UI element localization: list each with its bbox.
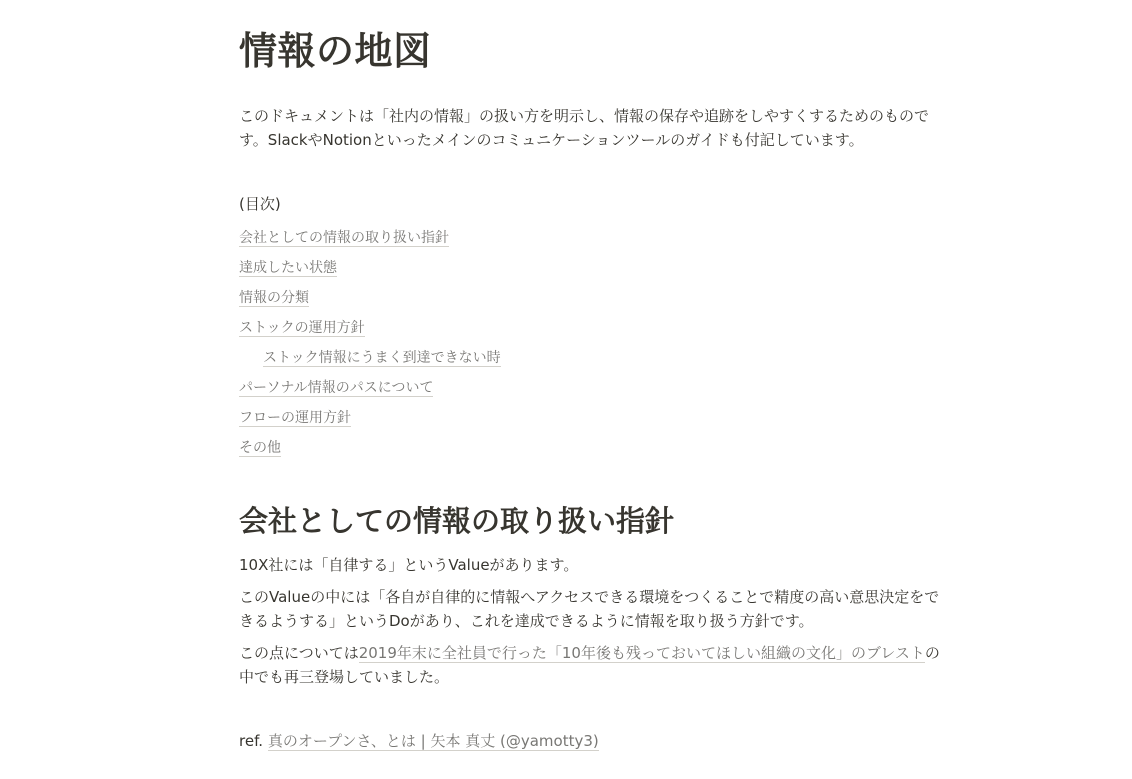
ref-prefix: ref. (239, 732, 264, 750)
toc-item (239, 376, 501, 406)
toc-link-flow-policy[interactable]: フローの運用方針 (239, 410, 351, 426)
toc-item (239, 406, 501, 436)
toc-link-stock-unreachable[interactable]: ストック情報にうまく到達できない時 (263, 350, 501, 366)
toc-item (239, 256, 501, 286)
reference-link[interactable]: 真のオープンさ、とは | 矢本 真丈 (@yamotty3) (267, 732, 599, 750)
toc-item (239, 286, 501, 316)
body-paragraph (239, 641, 947, 689)
brainstorm-link[interactable]: 2019年末に全社員で行った「10年後も残っておいてほしい組織の文化」のブレスト (358, 644, 925, 662)
paragraph-text: この点については (239, 644, 359, 662)
toc-link-personal-path[interactable]: パーソナル情報のパスについて (239, 380, 434, 396)
toc-heading: (目次) (239, 195, 281, 213)
toc-item (239, 316, 501, 346)
toc-item (239, 346, 501, 376)
toc-link-classification[interactable]: 情報の分類 (239, 290, 309, 306)
reference-line (239, 729, 947, 753)
toc-link-guideline[interactable]: 会社としての情報の取り扱い指針 (239, 230, 449, 246)
paragraph-text: の中でも再三登場していました。 (239, 644, 940, 686)
body-paragraph: このValueの中には「各自が自律的に情報へアクセスできる環境をつくることで精度の高い意思決定をできるようする」というDoがあり、これを達成できるように情報を取り扱う方針です。 (239, 588, 940, 630)
toc-link-goal-state[interactable]: 達成したい状態 (239, 260, 337, 276)
toc-item (239, 436, 501, 466)
intro-paragraph: このドキュメントは「社内の情報」の扱い方を明示し、情報の保存や追跡をしやすくするためのものです。SlackやNotionといったメインのコミュニケーションツールのガイドも付記しています。 (239, 107, 930, 149)
toc-item (239, 226, 501, 256)
body-paragraph: 10X社には「自律する」というValueがあります。 (239, 556, 579, 574)
page-title: 情報の地図 (239, 29, 432, 73)
section-heading: 会社としての情報の取り扱い指針 (239, 504, 675, 538)
toc-link-stock-policy[interactable]: ストックの運用方針 (239, 320, 365, 336)
table-of-contents (239, 226, 501, 466)
toc-link-other[interactable]: その他 (239, 440, 281, 456)
